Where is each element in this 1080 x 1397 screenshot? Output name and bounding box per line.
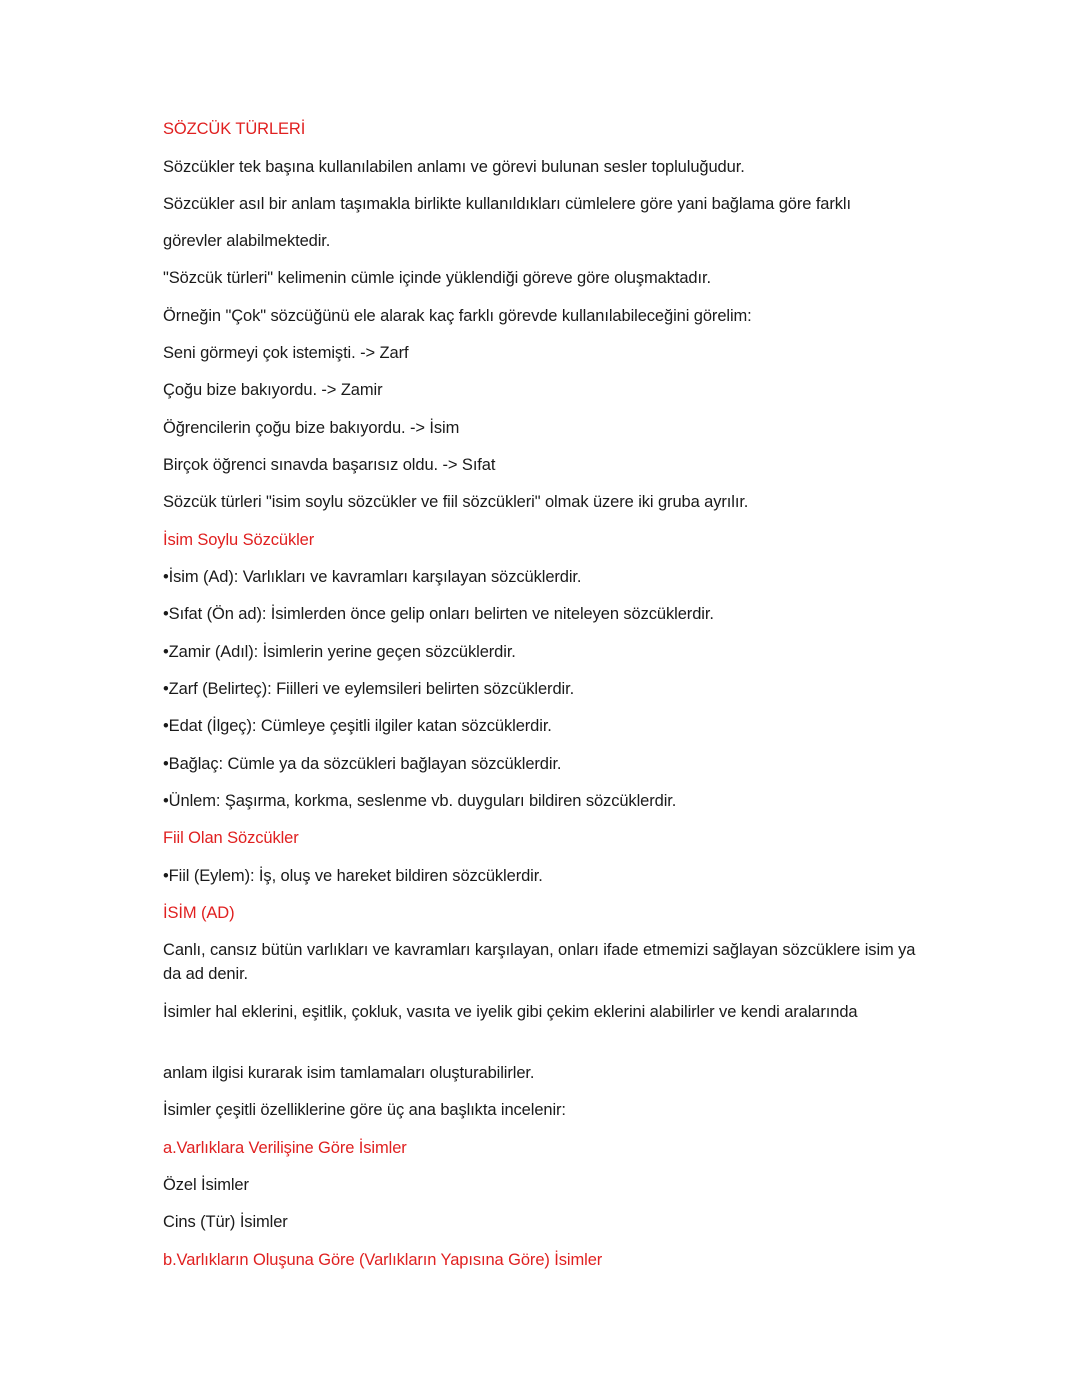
list-item: •Fiil (Eylem): İş, oluş ve hareket bildiren sözcüklerdir. — [163, 867, 543, 885]
list-item: •İsim (Ad): Varlıkları ve kavramları karşılayan sözcüklerdir. — [163, 568, 582, 586]
intro-line: Sözcük türleri "isim soylu sözcükler ve fiil sözcükleri" olmak üzere iki gruba ayrılır. — [163, 493, 749, 511]
example-line: Öğrencilerin çoğu bize bakıyordu. -> İsim — [163, 419, 460, 437]
intro-line: Örneğin "Çok" sözcüğünü ele alarak kaç farklı görevde kullanılabileceğini görelim: — [163, 307, 752, 325]
example-line: Birçok öğrenci sınavda başarısız oldu. -> Sıfat — [163, 456, 496, 474]
section-heading-fiil-olan: Fiil Olan Sözcükler — [163, 829, 299, 847]
section-heading-b: b.Varlıkların Oluşuna Göre (Varlıkların Yapısına Göre) İsimler — [163, 1251, 603, 1269]
list-item: •Edat (İlgeç): Cümleye çeşitli ilgiler katan sözcüklerdir. — [163, 717, 552, 735]
list-item: •Zarf (Belirteç): Fiilleri ve eylemsileri belirten sözcüklerdir. — [163, 680, 575, 698]
paragraph: anlam ilgisi kurarak isim tamlamaları oluşturabilirler. — [163, 1064, 535, 1082]
intro-line: Sözcükler tek başına kullanılabilen anlamı ve görevi bulunan sesler topluluğudur. — [163, 158, 745, 176]
list-item: Özel İsimler — [163, 1176, 249, 1194]
paragraph: Canlı, cansız bütün varlıkları ve kavramları karşılayan, onları ifade etmemizi sağlayan sözcüklere isim ya da ad denir. — [163, 941, 916, 983]
intro-line: "Sözcük türleri" kelimenin cümle içinde yüklendiği göreve göre oluşmaktadır. — [163, 269, 711, 287]
section-heading-isim-soylu: İsim Soylu Sözcükler — [163, 531, 315, 549]
list-item: Cins (Tür) İsimler — [163, 1213, 288, 1231]
example-line: Seni görmeyi çok istemişti. -> Zarf — [163, 344, 409, 362]
list-item: •Sıfat (Ön ad): İsimlerden önce gelip onları belirten ve niteleyen sözcüklerdir. — [163, 605, 714, 623]
intro-line: Sözcükler asıl bir anlam taşımakla birlikte kullanıldıkları cümlelere göre yani bağlama göre farklı — [163, 195, 851, 213]
example-line: Çoğu bize bakıyordu. -> Zamir — [163, 381, 383, 399]
list-item: •Ünlem: Şaşırma, korkma, seslenme vb. duyguları bildiren sözcüklerdir. — [163, 792, 677, 810]
section-heading-isim-ad: İSİM (AD) — [163, 904, 235, 922]
document-title: SÖZCÜK TÜRLERİ — [163, 120, 306, 138]
paragraph: İsimler hal eklerini, eşitlik, çokluk, vasıta ve iyelik gibi çekim eklerini alabilirler ve kendi aralarında — [163, 1003, 858, 1021]
intro-line: görevler alabilmektedir. — [163, 232, 331, 250]
section-heading-a: a.Varlıklara Verilişine Göre İsimler — [163, 1139, 407, 1157]
list-item: •Zamir (Adıl): İsimlerin yerine geçen sözcüklerdir. — [163, 643, 516, 661]
paragraph: İsimler çeşitli özelliklerine göre üç ana başlıkta incelenir: — [163, 1101, 566, 1119]
list-item: •Bağlaç: Cümle ya da sözcükleri bağlayan sözcüklerdir. — [163, 755, 562, 773]
